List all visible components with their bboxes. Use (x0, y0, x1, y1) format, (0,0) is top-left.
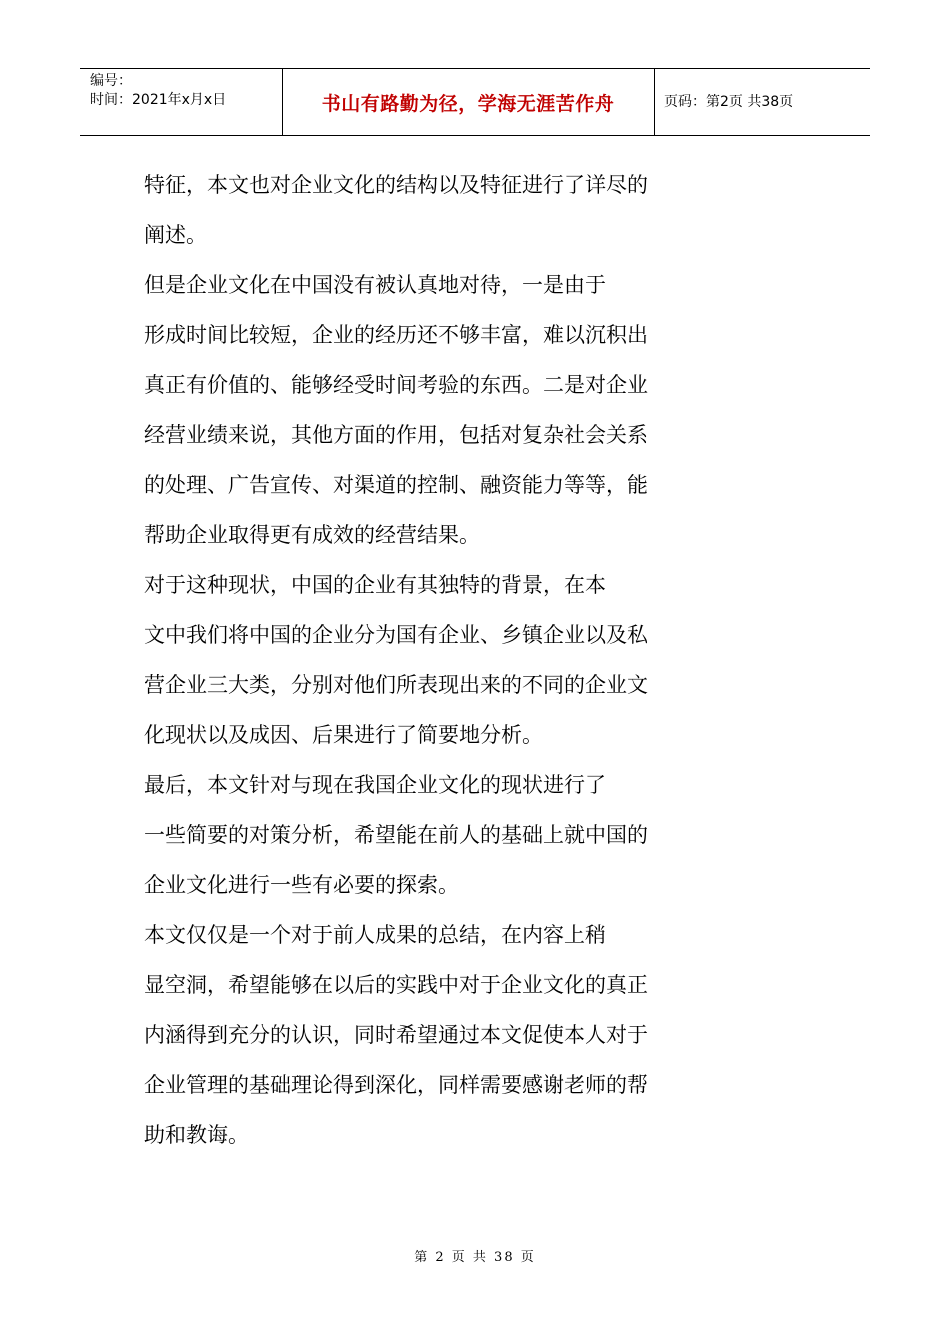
header-meta (80, 69, 282, 135)
body-line: 帮助企业取得更有成效的经营结果。 (144, 523, 480, 547)
body-line: 助和教诲。 (144, 1123, 249, 1147)
body-line: 化现状以及成因、后果进行了简要地分析。 (144, 723, 543, 747)
body-line: 内涵得到充分的认识，同时希望通过本文促使本人对于 (144, 1023, 648, 1047)
body-line: 但是企业文化在中国没有被认真地对待，一是由于 (144, 273, 606, 297)
body-line: 经营业绩来说，其他方面的作用，包括对复杂社会关系 (144, 423, 648, 447)
body-line: 最后，本文针对与现在我国企业文化的现状进行了 (144, 773, 606, 797)
body-line: 形成时间比较短，企业的经历还不够丰富，难以沉积出 (144, 323, 648, 347)
body-line: 阐述。 (144, 223, 207, 247)
body-line: 的处理、广告宣传、对渠道的控制、融资能力等等，能 (144, 473, 648, 497)
body-line: 真正有价值的、能够经受时间考验的东西。二是对企业 (144, 373, 648, 397)
header-motto-cell (282, 69, 654, 135)
body-line: 企业管理的基础理论得到深化，同样需要感谢老师的帮 (144, 1073, 648, 1097)
document-number-label: 编号： (90, 73, 132, 89)
body-line: 特征，本文也对企业文化的结构以及特征进行了详尽的 (144, 173, 648, 197)
header-motto: 书山有路勤为径，学海无涯苦作舟 (321, 92, 615, 115)
body-line: 对于这种现状，中国的企业有其独特的背景，在本 (144, 573, 606, 597)
body-line: 一些简要的对策分析，希望能在前人的基础上就中国的 (144, 823, 648, 847)
body-line: 本文仅仅是一个对于前人成果的总结，在内容上稍 (144, 923, 606, 947)
body-line: 营企业三大类，分别对他们所表现出来的不同的企业文 (144, 673, 648, 697)
header-page-info: 页码：第2页 共38页 (664, 94, 794, 110)
page-footer: 第 2 页 共 38 页 (414, 1250, 536, 1265)
body-line: 文中我们将中国的企业分为国有企业、乡镇企业以及私 (144, 623, 648, 647)
body-line: 企业文化进行一些有必要的探索。 (144, 873, 459, 897)
body-line: 显空洞，希望能够在以后的实践中对于企业文化的真正 (144, 973, 648, 997)
document-body (144, 160, 704, 1160)
document-date: 时间：2021年x月x日 (90, 92, 227, 108)
page-header (80, 68, 870, 136)
